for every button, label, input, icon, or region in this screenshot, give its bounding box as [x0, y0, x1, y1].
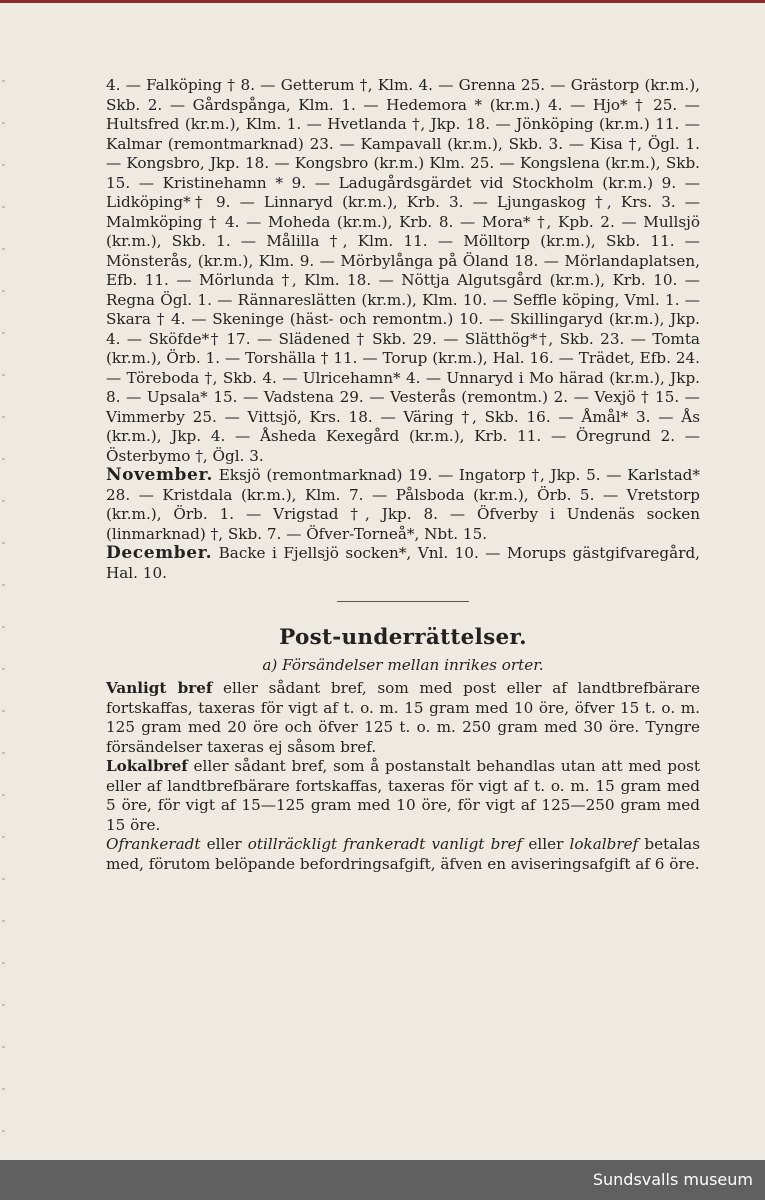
december-heading: December. — [106, 543, 213, 563]
p3-italic-3: lokalbref — [569, 835, 639, 853]
december-text: Backe i Fjellsjö socken*, Vnl. 10. — Morups gästgifvaregård, Hal. 10. — [106, 544, 701, 582]
museum-credit: Sundsvalls museum — [592, 1170, 753, 1189]
post-paragraph-2 — [106, 757, 700, 835]
footer-bar — [0, 1160, 765, 1200]
post-paragraph-3 — [106, 835, 700, 874]
p3-italic-2: otillräckligt frankeradt vanligt bref — [247, 835, 523, 853]
page-binding-edge — [2, 40, 5, 1140]
term-vanligt-bref: Vanligt bref — [106, 679, 213, 697]
p1-text: eller sådant bref, som med post eller af landtbrefbärare fortskaffas, taxeras för vigt af t. o. m. 15 gram med 10 öre, öfver 15 t. o. m. 125 gram med 20 öre och öfver 125 t. o. m. 250 gram med 30 öre. Tyngre försändelser taxeras ej såsom bref. — [106, 679, 700, 756]
page-top-edge — [0, 0, 765, 3]
post-section-title: Post-underrättelser. — [279, 625, 527, 650]
november-text: Eksjö (remontmarknad) 19. — Ingatorp †, Jkp. 5. — Karlstad* 28. — Kristdala (kr.m.), Klm. 7. — Pålsboda (kr.m.), Örb. 5. — Vretstorp (kr.m.), Örb. 1. — Vrigstad †, Jkp. 8. — Öfverby i Undenäs socken (linmarknad) †, Skb. 7. — Öfver-Torneå*, Nbt. 15. — [106, 466, 700, 543]
text-column — [106, 76, 700, 874]
november-paragraph — [106, 466, 700, 544]
post-subtitle: a) Försändelser mellan inrikes orter. — [262, 655, 544, 674]
november-heading: November. — [106, 465, 213, 485]
term-lokalbref: Lokalbref — [106, 757, 188, 775]
fairs-paragraph: 4. — Falköping † 8. — Getterum †, Klm. 4. — Grenna 25. — Grästorp (kr.m.), Skb. 2. — Gårdspånga, Klm. 1. — Hedemora * (kr.m.) 4. — Hjo* † 25. — Hultsfred (kr.m.), Klm. 1. — Hvetlanda †, Jkp. 18. — Jönköping (kr.m.) 11. — Kalmar (remontmarknad) 23. — Kampavall (kr.m.), Skb. 3. — Kisa †, Ögl. 1. — Kongsbro, Jkp. 18. — Kongsbro (kr.m.) Klm. 25. — Kongslena (kr.m.), Skb. 15. — Kristinehamn * 9. — Ladugårdsgärdet vid Stockholm (kr.m.) 9. — Lidköping*† 9. — Linnaryd (kr.m.), Krb. 3. — Ljungaskog †, Krs. 3. — Malmköping † 4. — Moheda (kr.m.), Krb. 8. — Mora* †, Kpb. 2. — Mullsjö (kr.m.), Skb. 1. — Målilla †, Klm. 11. — Mölltorp (kr.m.), Skb. 11. — Mönsterås, (kr.m.), Klm. 9. — Mörbylånga på Öland 18. — Mörlandaplatsen, Efb. 11. — Mörlunda †, Klm. 18. — Nöttja Algutsgård (kr.m.), Krb. 10. — Regna Ögl. 1. — Rännareslätten (kr.m.), Klm. 10. — Seffle köping, Vml. 1. — Skara † 4. — Skeninge (häst- och remontm.) 10. — Skillingaryd (kr.m.), Jkp. 4. — Sköfde*† 17. — Slädened † Skb. 29. — Slätthög*†, Skb. 23. — Tomta (kr.m.), Örb. 1. — Torshälla † 11. — Torup (kr.m.), Hal. 16. — Trädet, Efb. 24. — Töreboda †, Skb. 4. — Ulricehamn* 4. — Unnaryd i Mo härad (kr.m.), Jkp. 8. — Upsala* 15. — Vadstena 29. — Vesterås (remontm.) 2. — Vexjö † 15. — Vimmerby 25. — Vittsjö, Krs. 18. — Väring †, Skb. 16. — Åmål* 3. — Ås (kr.m.), Jkp. 4. — Åsheda Kexegård (kr.m.), Krb. 11. — Öregrund 2. — Österbymo †, Ögl. 3. — [106, 76, 700, 465]
p3-text-3: betalas med, förutom belöpande befordringsafgift, äfven en aviseringsafgift af 6 öre. — [106, 835, 700, 873]
p2-text: eller sådant bref, som å postanstalt behandlas utan att med post eller af landtbrefbärare fortskaffas, taxeras för vigt af t. o. m. 15 gram med 5 öre, för vigt af 15—125 gram med 10 öre, för vigt af 125—250 gram med 15 öre. — [106, 757, 700, 834]
post-paragraph-1 — [106, 679, 700, 757]
p3-italic-1: Ofrankeradt — [106, 835, 201, 853]
p3-text-1: eller — [200, 835, 248, 853]
p3-text-2: eller — [522, 835, 570, 853]
section-divider — [337, 601, 469, 602]
december-paragraph — [106, 544, 700, 583]
